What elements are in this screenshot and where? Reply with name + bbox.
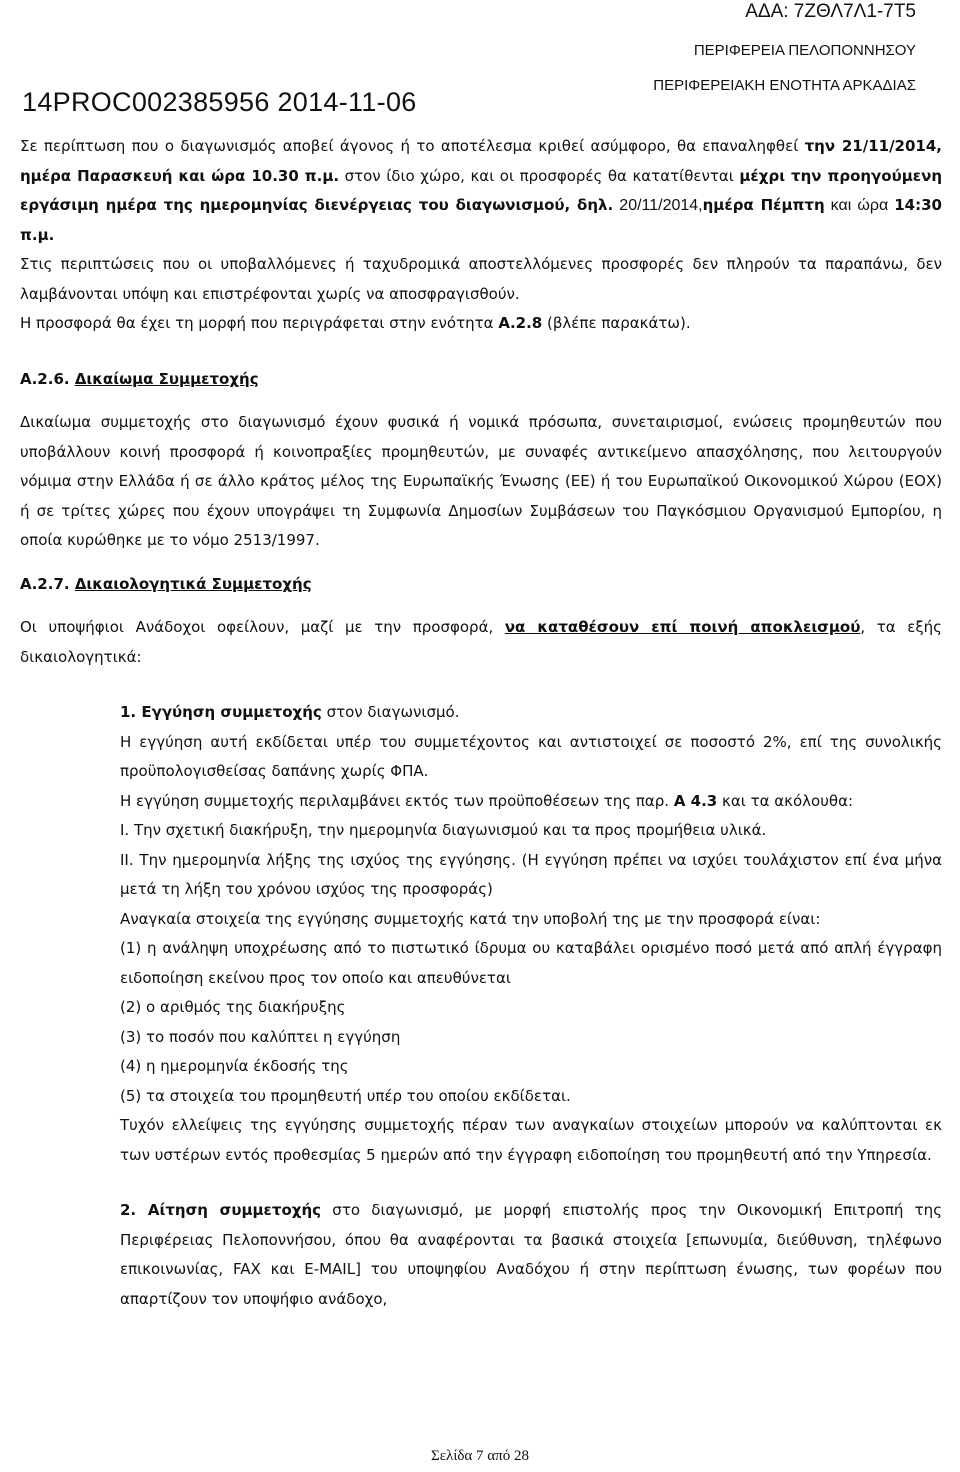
ada-code: ΑΔΑ: 7ΖΘΛ7Λ1-7Τ5 — [745, 1, 916, 22]
procurement-code: 14PROC002385956 2014-11-06 — [22, 87, 417, 117]
item-text: (1) η ανάληψη υποχρέωσης από το πιστωτικό ίδρυμα ου καταβάλει ορισμένο ποσό μετά από απλή έγγραφη ειδοποίηση εκείνου προς τον οποίο και απευθύνεται — [120, 939, 942, 987]
intro-paragraph-repeat: Σε περίπτωση που ο διαγωνισμός αποβεί άγονος ή το αποτέλεσμα κριθεί ασύμφορο, θα επαναληφθεί την 21/11/2014, ημέρα Παρασκευή και ώρα 10.30 π.μ. στον ίδιο χώρο, και οι προσφορές θα κατατίθενται μέχρι την προηγούμενη εργάσιμη ημέρα της ημερομηνίας διενέργειας του διαγωνισμού, δηλ. 20/11/2014,ημέρα Πέμπτη και ώρα 14:30 π.μ. — [20, 137, 942, 244]
item-text: Ι. Την σχετική διακήρυξη, την ημερομηνία διαγωνισμού και τα προς προμήθεια υλικά. — [120, 821, 767, 839]
item-text: Τυχόν ελλείψεις της εγγύησης συμμετοχής πέραν των αναγκαίων στοιχείων μπορούν να καλύπτονται εκ των υστέρων εντός προθεσμίας 5 ημερών από την έγγραφη ειδοποίηση του προμηθευτή από την Υπηρεσία. — [120, 1116, 942, 1164]
item-text: ΙΙ. Την ημερομηνία λήξης της ισχύος της εγγύησης. (Η εγγύηση πρέπει να ισχύει τουλάχιστον επί ένα μήνα μετά τη λήξη του χρόνου ισχύος της προσφοράς) — [120, 850, 942, 898]
section-body-participation-documents: Οι υποψήφιοι Ανάδοχοι οφείλουν, μαζί με την προσφορά, να καταθέσουν επί ποινή αποκλεισμού, τα εξής δικαιολογητικά: — [20, 618, 942, 666]
region-name: ΠΕΡΙΦΕΡΕΙΑ ΠΕΛΟΠΟΝΝΗΣΟΥ — [693, 42, 916, 59]
section-heading-participation-documents: Α.2.7. Δικαιολογητικά Συμμετοχής — [20, 574, 312, 593]
item-text: (3) το ποσόν που καλύπτει η εγγύηση — [120, 1027, 401, 1046]
item-text: Αναγκαία στοιχεία της εγγύησης συμμετοχής κατά την υποβολή της με την προσφορά είναι: — [120, 909, 821, 928]
item-heading: 1. Εγγύηση συμμετοχής στον διαγωνισμό. — [120, 703, 460, 721]
intro-paragraph-offer-form: Η προσφορά θα έχει τη μορφή που περιγράφεται στην ενότητα Α.2.8 (βλέπε παρακάτω). — [20, 314, 691, 332]
deadline-text: μέχρι την προηγούμενη εργάσιμη ημέρα της ημερομηνίας διενέργειας του διαγωνισμού, δηλ. — [20, 166, 942, 214]
repeat-date: την 21/11/2014, ημέρα Παρασκευή και ώρα 10.30 π.μ. — [20, 137, 942, 185]
item-text: (2) ο αριθμός της διακήρυξης — [120, 998, 346, 1016]
section-heading-participation-right: Α.2.6. Δικαίωμα Συμμετοχής — [20, 369, 259, 388]
page-number: Σελίδα 7 από 28 — [431, 1448, 529, 1464]
item-participation-guarantee — [120, 698, 942, 1314]
item-text: (5) τα στοιχεία του προμηθευτή υπέρ του οποίου εκδίδεται. — [120, 1086, 571, 1105]
section-body-participation-right: Δικαίωμα συμμετοχής στο διαγωνισμό έχουν φυσικά ή νομικά πρόσωπα, συνεταιρισμοί, ενώσεις προμηθευτών που υποβάλλουν κοινή προσφορά ή κοινοπραξίες προμηθευτών, με συναφές αντικείμενο απασχόλησης, που λειτουργούν νόμιμα στην Ελλάδα ή σε άλλο κράτος μέλος της Ευρωπαϊκής Ένωσης (ΕΕ) ή του Ευρωπαϊκού Οικονομικού Χώρου (ΕΟΧ) ή σε τρίτες χώρες που έχουν υπογράψει τη Συμφωνία Δημοσίων Συμβάσεων του Παγκόσμιου Οργανισμού Εμπορίου, η οποία κυρώθηκε με το νόμο 2513/1997. — [20, 413, 942, 549]
regional-unit-name: ΠΕΡΙΦΕΡΕΙΑΚΗ ΕΝΟΤΗΤΑ ΑΡΚΑΔΙΑΣ — [653, 77, 916, 94]
item-text: Η εγγύηση συμμετοχής περιλαμβάνει εκτός των προϋποθέσεων της παρ. Α 4.3 και τα ακόλουθα: — [120, 791, 854, 810]
item-text: Η εγγύηση αυτή εκδίδεται υπέρ του συμμετέχοντος και αντιστοιχεί σε ποσοστό 2%, επί της συνολικής προϋπολογισθείσας δαπάνης χωρίς ΦΠΑ. — [120, 732, 942, 780]
exclusion-clause: να καταθέσουν επί ποινή αποκλεισμού — [504, 618, 861, 636]
item-participation-application: 2. Αίτηση συμμετοχής στο διαγωνισμό, με μορφή επιστολής προς την Οικονομική Επιτροπή της Περιφέρειας Πελοποννήσου, όπου θα αναφέρονται τα βασικά στοιχεία [επωνυμία, διεύθυνση, τηλέφωνο επικοινωνίας, FAX και E-MAIL] του υποψηφίου Αναδόχου ή στην περίπτωση ένωσης, των φορέων που απαρτίζουν τον υποψήφιο ανάδοχο, — [120, 1201, 942, 1308]
document-body — [20, 132, 942, 1314]
item-text: (4) η ημερομηνία έκδοσής της — [120, 1057, 349, 1075]
intro-paragraph-late-offers: Στις περιπτώσεις που οι υποβαλλόμενες ή ταχυδρομικά αποστελλόμενες προσφορές δεν πληρούν τα παραπάνω, δεν λαμβάνονται υπόψη και επιστρέφονται χωρίς να αποσφραγισθούν. — [20, 255, 942, 303]
